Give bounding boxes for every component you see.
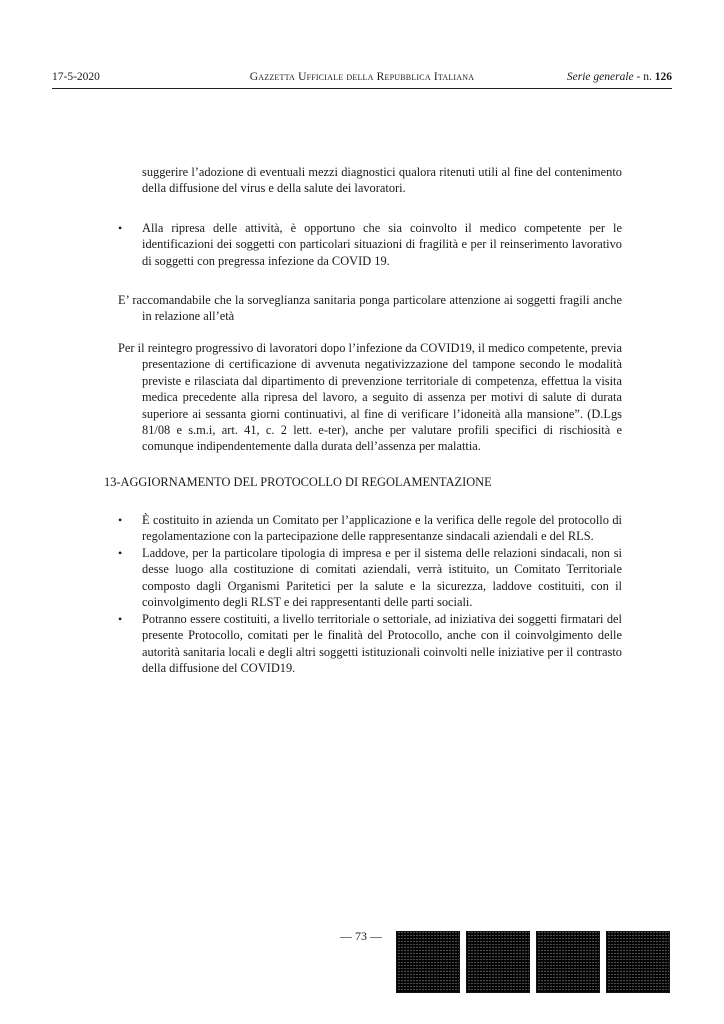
header-serie-number: 126 — [654, 71, 672, 83]
bullet-potranno-text: Potranno essere costituiti, a livello territoriale o settoriale, ad iniziativa dei soggetti firmatari del presente Protocollo, comitati per le finalità del Protocollo, anche con il coinvolgimento delle autorità sanitaria locali e degli altri soggetti istituzionali coinvolti nelle iniziative per il contrasto della diffusione del COVID19. — [142, 612, 622, 676]
barcode-3 — [536, 931, 600, 993]
page-number: — 73 — — [340, 929, 382, 943]
paragraph-reintegro-text: Per il reintegro progressivo di lavoratori dopo l’infezione da COVID19, il medico competente, previa presentazione di certificazione di avvenuta negativizzazione del tampone secondo le modalità previste e rilasciata dal dipartimento di prevenzione territoriale di competenza, effettua la visita medica precedente alla ripresa del lavoro, a seguito di assenza per motivi di salute di durata superiore ai sessanta giorni continuativi, al fine di verificare l’idoneità alla mansione”. (D.Lgs 81/08 e s.m.i, art. 41, c. 2 lett. e-ter), anche per valutare profili specifici di rischiosità e comunque indipendentemente dalla durata dell’assenza per malattia. — [118, 341, 622, 454]
bullet-ripresa — [142, 220, 622, 269]
paragraph-fragili-text: E’ raccomandabile che la sorveglianza sanitaria ponga particolare attenzione ai soggetti fragili anche in relazione all’età — [118, 293, 622, 324]
paragraph-fragili — [118, 292, 622, 325]
header-serie-separator: - n. — [633, 71, 655, 83]
header-rule — [52, 88, 672, 89]
header-date: 17-5-2020 — [52, 71, 100, 83]
bullet-symbol: • — [118, 513, 123, 527]
bullet-laddove-text: Laddove, per la particolare tipologia di impresa e per il sistema delle relazioni sindacali, non si desse luogo alla costituzione di comitati aziendali, verrà istituito, un Comitato Territoriale composto dagli Organismi Paritetici per la salute e la sicurezza, laddove costituiti, con il coinvolgimento degli RLST e dei rappresentanti delle parti sociali. — [142, 546, 622, 610]
header-serie-label: Serie generale — [566, 71, 634, 83]
barcode-2 — [466, 931, 530, 993]
bullet-ripresa-text: Alla ripresa delle attività, è opportuno che sia coinvolto il medico competente per le identificazioni dei soggetti con particolari situazioni di fragilità e per il reinserimento lavorativo di soggetti con pregressa infezione da COVID 19. — [142, 221, 622, 268]
paragraph-reintegro — [118, 340, 622, 455]
continuation-paragraph — [142, 164, 622, 197]
bullet-laddove — [142, 545, 622, 611]
bullet-symbol: • — [118, 612, 123, 626]
continuation-text: suggerire l’adozione di eventuali mezzi diagnostici qualora ritenuti utili al fine del contenimento della diffusione del virus e della salute dei lavoratori. — [142, 165, 622, 196]
bullet-potranno — [142, 611, 622, 677]
page-header — [52, 68, 672, 86]
header-gazette-title: Gazzetta Ufficiale della Repubblica Italiana — [249, 71, 475, 83]
bullet-comitato-text: È costituito in azienda un Comitato per l’applicazione e la verifica delle regole del protocollo di regolamentazione con la partecipazione delle rappresentanze sindacali aziendali e del RLS. — [142, 513, 622, 544]
header-serie — [567, 68, 672, 86]
bullet-symbol: • — [118, 221, 123, 235]
barcode-1 — [396, 931, 460, 993]
bullet-comitato — [142, 512, 622, 545]
barcode-4 — [606, 931, 670, 993]
bullet-symbol: • — [118, 546, 123, 560]
section-heading-13: 13-AGGIORNAMENTO DEL PROTOCOLLO DI REGOLAMENTAZIONE — [104, 475, 492, 489]
